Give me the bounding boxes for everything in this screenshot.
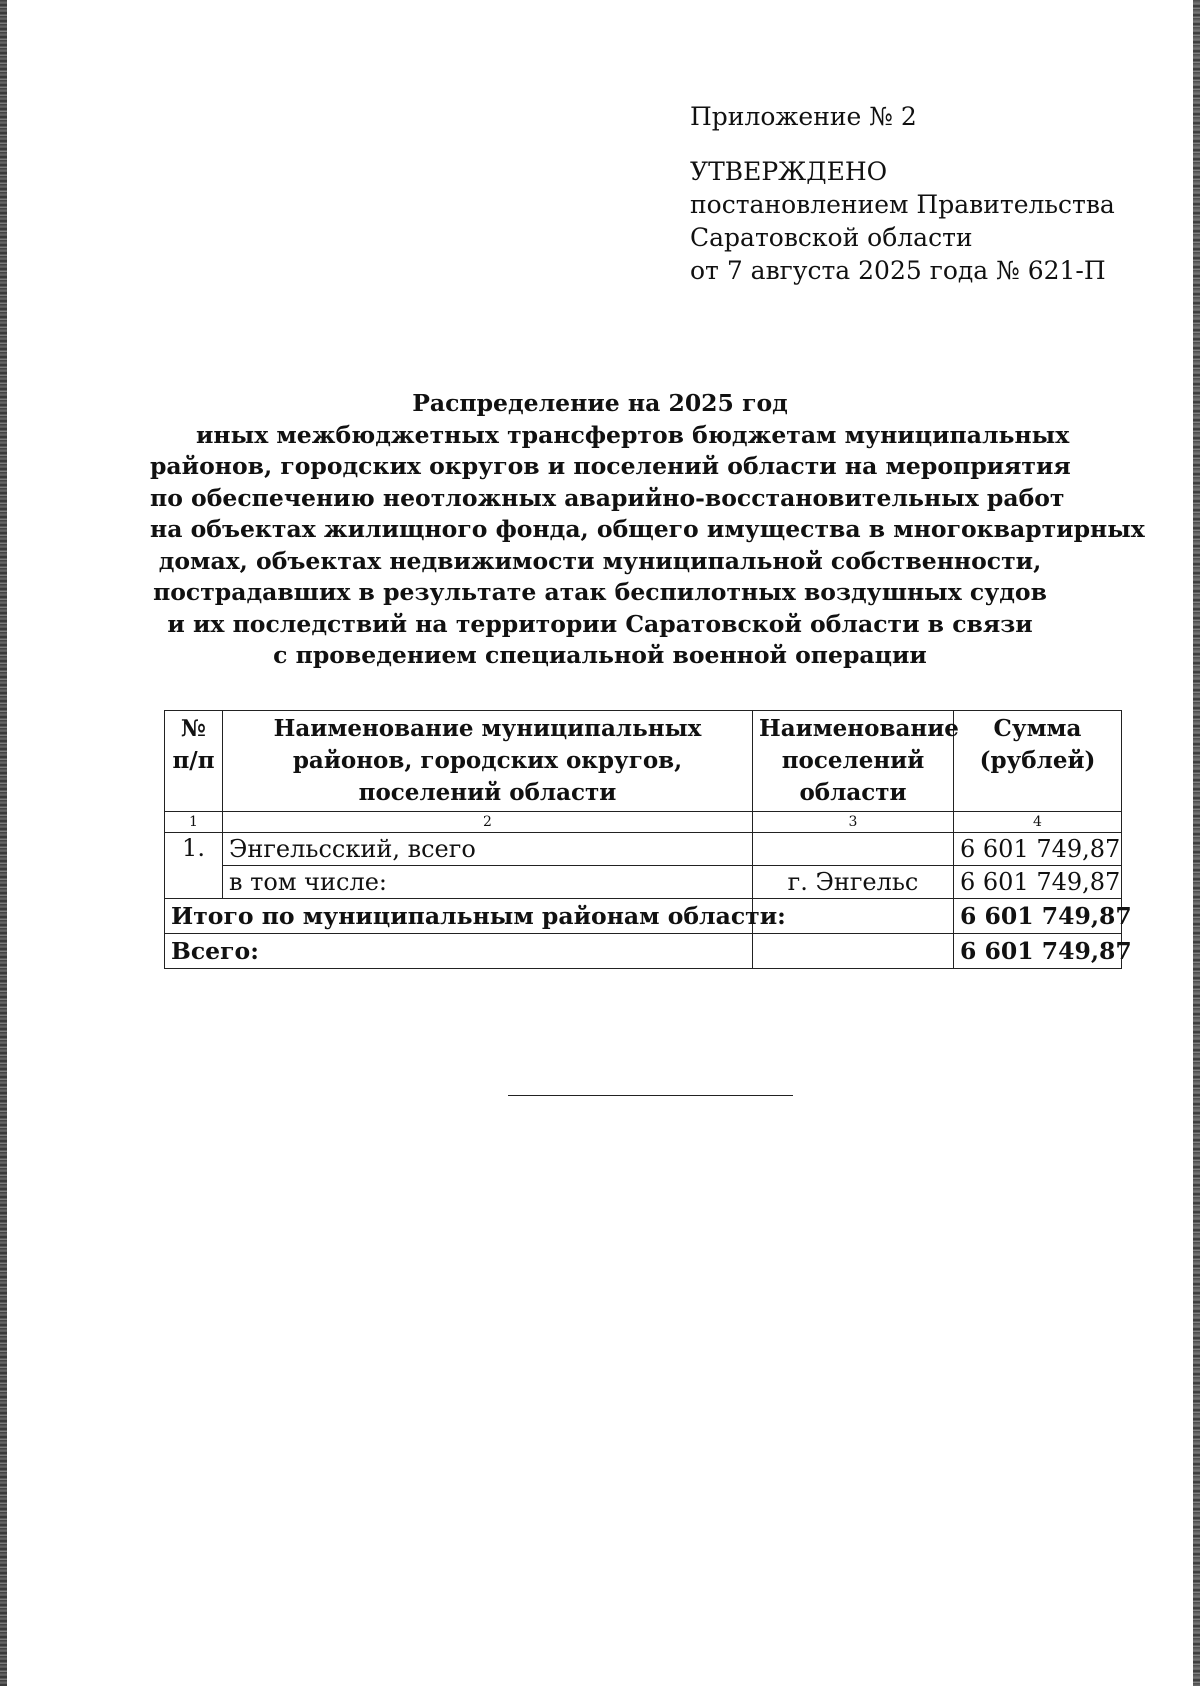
- header-name-line: поселений области: [358, 779, 617, 806]
- approval-line-1: постановлением Правительства: [690, 190, 1115, 219]
- title-line: домах, объектах недвижимости муниципальной собственности,: [158, 546, 1042, 575]
- header-sum-line: Сумма: [993, 715, 1082, 742]
- title-line: по обеспечению неотложных аварийно-восстановительных работ: [150, 483, 1065, 512]
- approved-label: УТВЕРЖДЕНО: [690, 157, 888, 186]
- header-name-line: районов, городских округов,: [292, 747, 683, 774]
- header-settlement-line: Наименование: [759, 715, 959, 742]
- table-row: [165, 833, 1122, 866]
- scan-edge-right: [1193, 0, 1200, 1686]
- column-number: 1: [165, 812, 223, 833]
- column-number: 2: [223, 812, 753, 833]
- total-sum: 6 601 749,87: [954, 934, 1122, 969]
- total-settlement: [753, 934, 954, 969]
- header-sum-line: (рублей): [979, 747, 1096, 774]
- header-num-line: №: [181, 715, 206, 742]
- end-separator-line: [508, 1095, 793, 1096]
- title-line: с проведением специальной военной операции: [273, 641, 927, 669]
- row-name: Энгельсский, всего: [223, 833, 753, 866]
- row-sum: 6 601 749,87: [954, 833, 1122, 866]
- title-line: иных межбюджетных трансфертов бюджетам муниципальных: [196, 420, 1070, 449]
- total-row: [165, 934, 1122, 969]
- column-number-row: [165, 812, 1122, 833]
- document-title: [150, 388, 1145, 672]
- approval-block: [690, 100, 1115, 287]
- table-row: [165, 866, 1122, 899]
- header-settlement-line: области: [799, 779, 907, 806]
- approval-line-2: Саратовской области: [690, 223, 973, 252]
- header-settlement-line: поселений: [781, 747, 925, 774]
- table-header-row: [165, 711, 1122, 812]
- header-name-line: Наименование муниципальных: [273, 715, 702, 742]
- title-line: районов, городских округов и поселений области на мероприятия: [150, 452, 1071, 480]
- column-number: 3: [753, 812, 954, 833]
- row-sum: 6 601 749,87: [954, 866, 1122, 899]
- row-name: в том числе:: [223, 866, 753, 899]
- scan-edge-left: [0, 0, 7, 1686]
- title-line: на объектах жилищного фонда, общего имущества в многоквартирных: [150, 515, 1145, 543]
- column-number: 4: [954, 812, 1122, 833]
- subtotal-row: [165, 899, 1122, 934]
- total-label: Всего:: [165, 934, 753, 969]
- distribution-table: [164, 710, 1132, 969]
- row-number: 1.: [165, 833, 223, 899]
- subtotal-label: Итого по муниципальным районам области:: [165, 899, 753, 934]
- header-sum: [954, 711, 1122, 812]
- header-name: [223, 711, 753, 812]
- subtotal-sum: 6 601 749,87: [954, 899, 1122, 934]
- row-settlement: г. Энгельс: [753, 866, 954, 899]
- appendix-label: Приложение № 2: [690, 102, 917, 131]
- title-line: и их последствий на территории Саратовской области в связи: [167, 609, 1033, 638]
- title-line: пострадавших в результате атак беспилотных воздушных судов: [153, 578, 1047, 606]
- header-settlement: [753, 711, 959, 812]
- row-settlement: [753, 833, 954, 866]
- header-num-line: п/п: [172, 747, 215, 774]
- approval-line-3: от 7 августа 2025 года № 621-П: [690, 256, 1106, 285]
- header-num: [165, 711, 223, 812]
- title-line: Распределение на 2025 год: [412, 389, 788, 417]
